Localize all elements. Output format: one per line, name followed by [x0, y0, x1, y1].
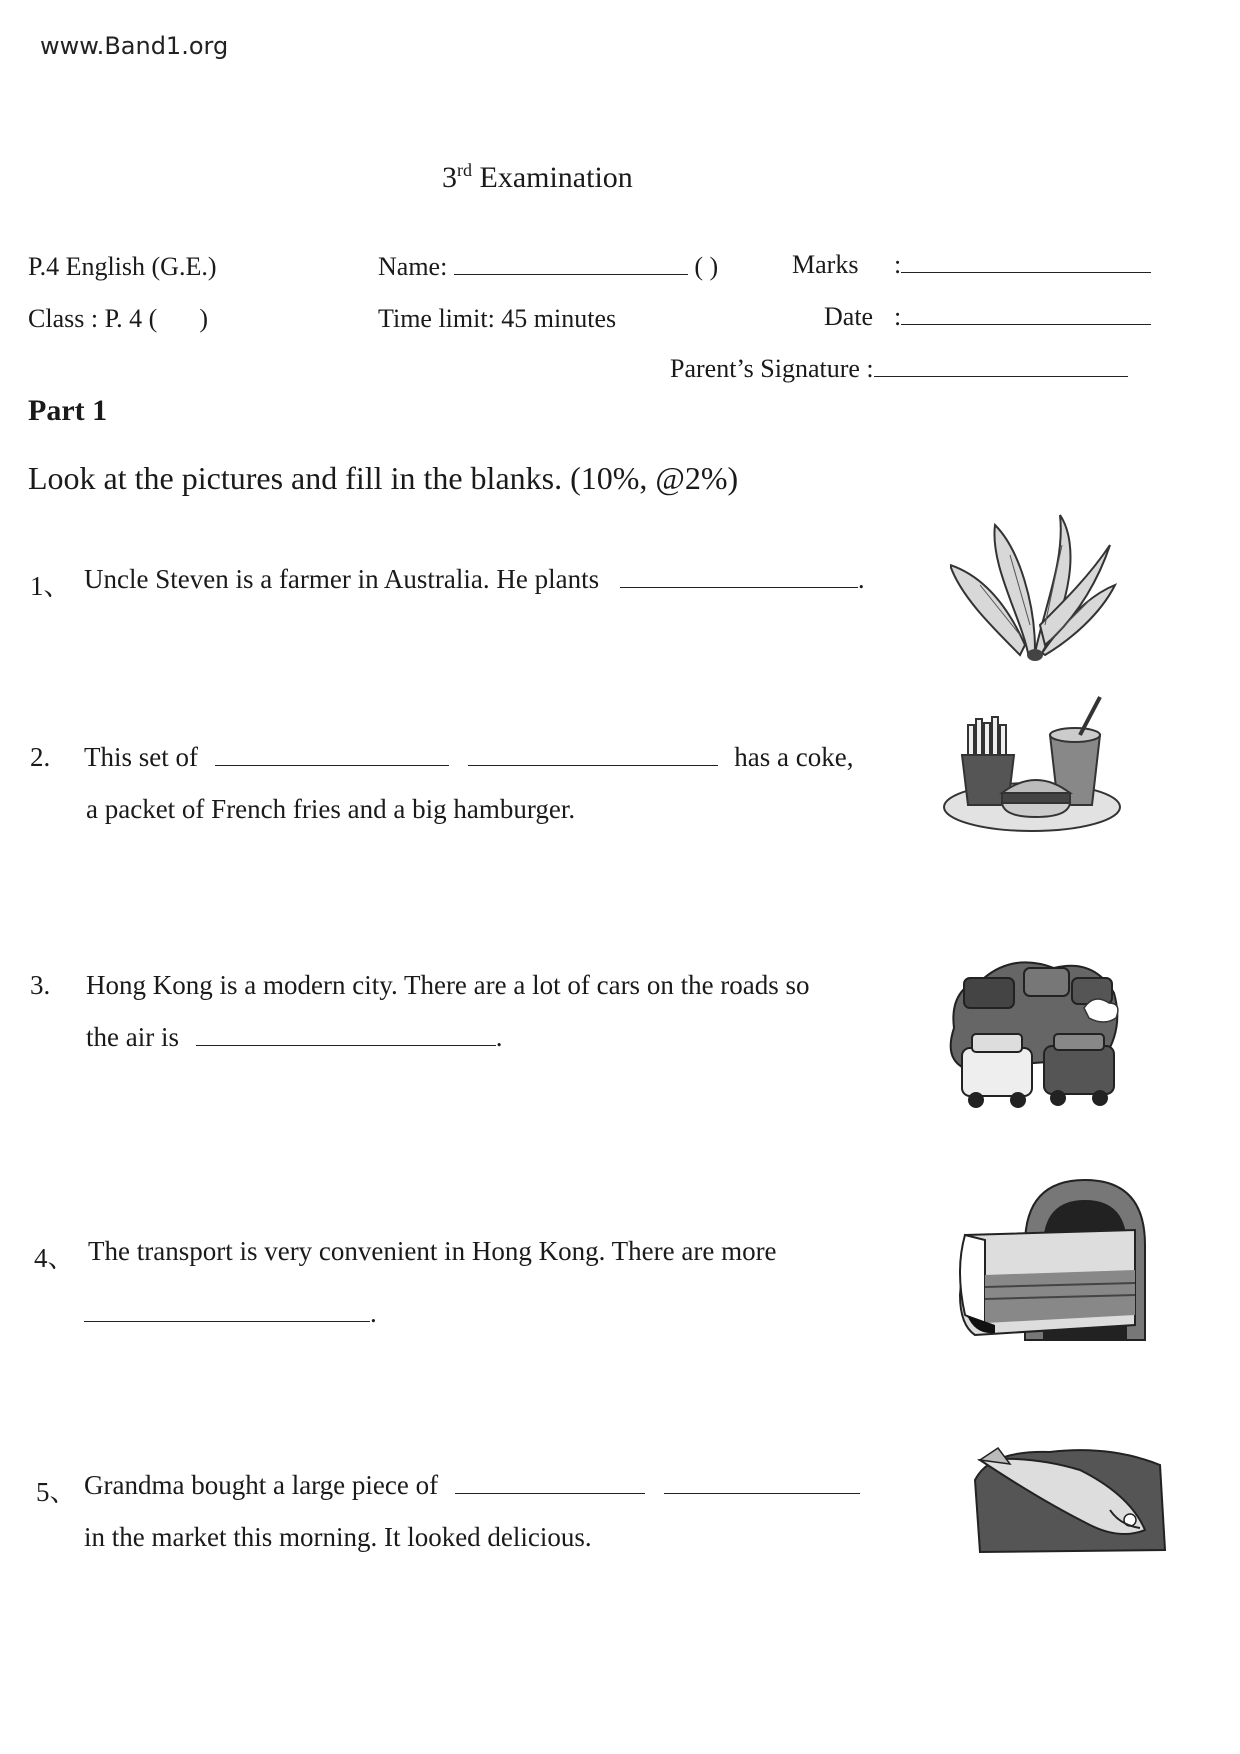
signature-blank: [874, 375, 1128, 377]
exam-title: [442, 160, 633, 195]
question-text: Hong Kong is a modern city. There are a lot of cars on the roads so: [86, 970, 810, 1000]
name-blank: [454, 273, 688, 275]
fish-icon: [970, 1440, 1170, 1560]
answer-blank: [84, 1320, 370, 1322]
class-label: Class : P. 4 (: [28, 304, 158, 333]
answer-blank: [468, 764, 718, 766]
answer-blank: [664, 1492, 860, 1494]
part-heading: Part 1: [28, 394, 108, 427]
class-close: ): [199, 304, 208, 333]
question-text: The transport is very convenient in Hong Kong. There are more: [88, 1236, 777, 1266]
question-3-line2: [86, 1022, 502, 1053]
class-number-paren: ( ): [694, 252, 719, 281]
marks-field: [894, 250, 1151, 280]
question-text: a packet of French fries and a big hamburger.: [86, 794, 576, 824]
question-number: 5、: [36, 1477, 77, 1507]
answer-blank: [215, 764, 449, 766]
tunnel-train-icon: [955, 1175, 1155, 1345]
website-url: www.Band1.org: [40, 32, 229, 60]
title-superscript: rd: [457, 160, 472, 180]
fast-food-icon: [940, 695, 1125, 835]
marks-colon: :: [894, 250, 902, 279]
question-text: This set of: [84, 742, 198, 772]
part-instruction: Look at the pictures and fill in the blanks. (10%, @2%): [28, 460, 739, 496]
answer-blank: [455, 1492, 645, 1494]
signature-label: Parent’s Signature :: [670, 354, 874, 383]
title-number: 3: [442, 161, 457, 194]
marks-label: Marks: [792, 250, 859, 279]
subject-label: P.4 English (G.E.): [28, 252, 217, 281]
question-number: 4、: [34, 1243, 75, 1273]
marks-blank: [901, 271, 1151, 273]
name-field: [378, 252, 718, 282]
question-text: in the market this morning. It looked delicious.: [84, 1522, 592, 1552]
question-4-line2: [84, 1298, 377, 1329]
question-text: Uncle Steven is a farmer in Australia. He plants: [84, 564, 600, 594]
question-end: .: [370, 1298, 377, 1328]
signature-field: [670, 354, 1128, 384]
question-end: .: [857, 564, 865, 594]
date-colon: :: [894, 302, 902, 331]
question-text: has a coke,: [734, 742, 854, 772]
answer-blank: [620, 586, 858, 588]
question-end: .: [495, 1022, 503, 1052]
class-field: [28, 304, 208, 334]
traffic-icon: [944, 948, 1124, 1118]
time-limit: Time limit: 45 minutes: [378, 304, 617, 333]
question-text: the air is: [86, 1022, 179, 1052]
question-5: [84, 1470, 860, 1501]
question-number: 3.: [30, 970, 51, 1000]
question-1: [84, 564, 865, 595]
question-2: [84, 742, 853, 773]
date-label: Date: [824, 302, 874, 331]
question-number: 2.: [30, 742, 51, 772]
title-text: Examination: [472, 161, 633, 194]
name-label: Name:: [378, 252, 448, 281]
corn-icon: [950, 505, 1120, 665]
question-number: 1、: [30, 571, 71, 601]
answer-blank: [196, 1044, 496, 1046]
question-text: Grandma bought a large piece of: [84, 1470, 439, 1500]
date-blank: [901, 323, 1151, 325]
date-field: [894, 302, 1151, 332]
